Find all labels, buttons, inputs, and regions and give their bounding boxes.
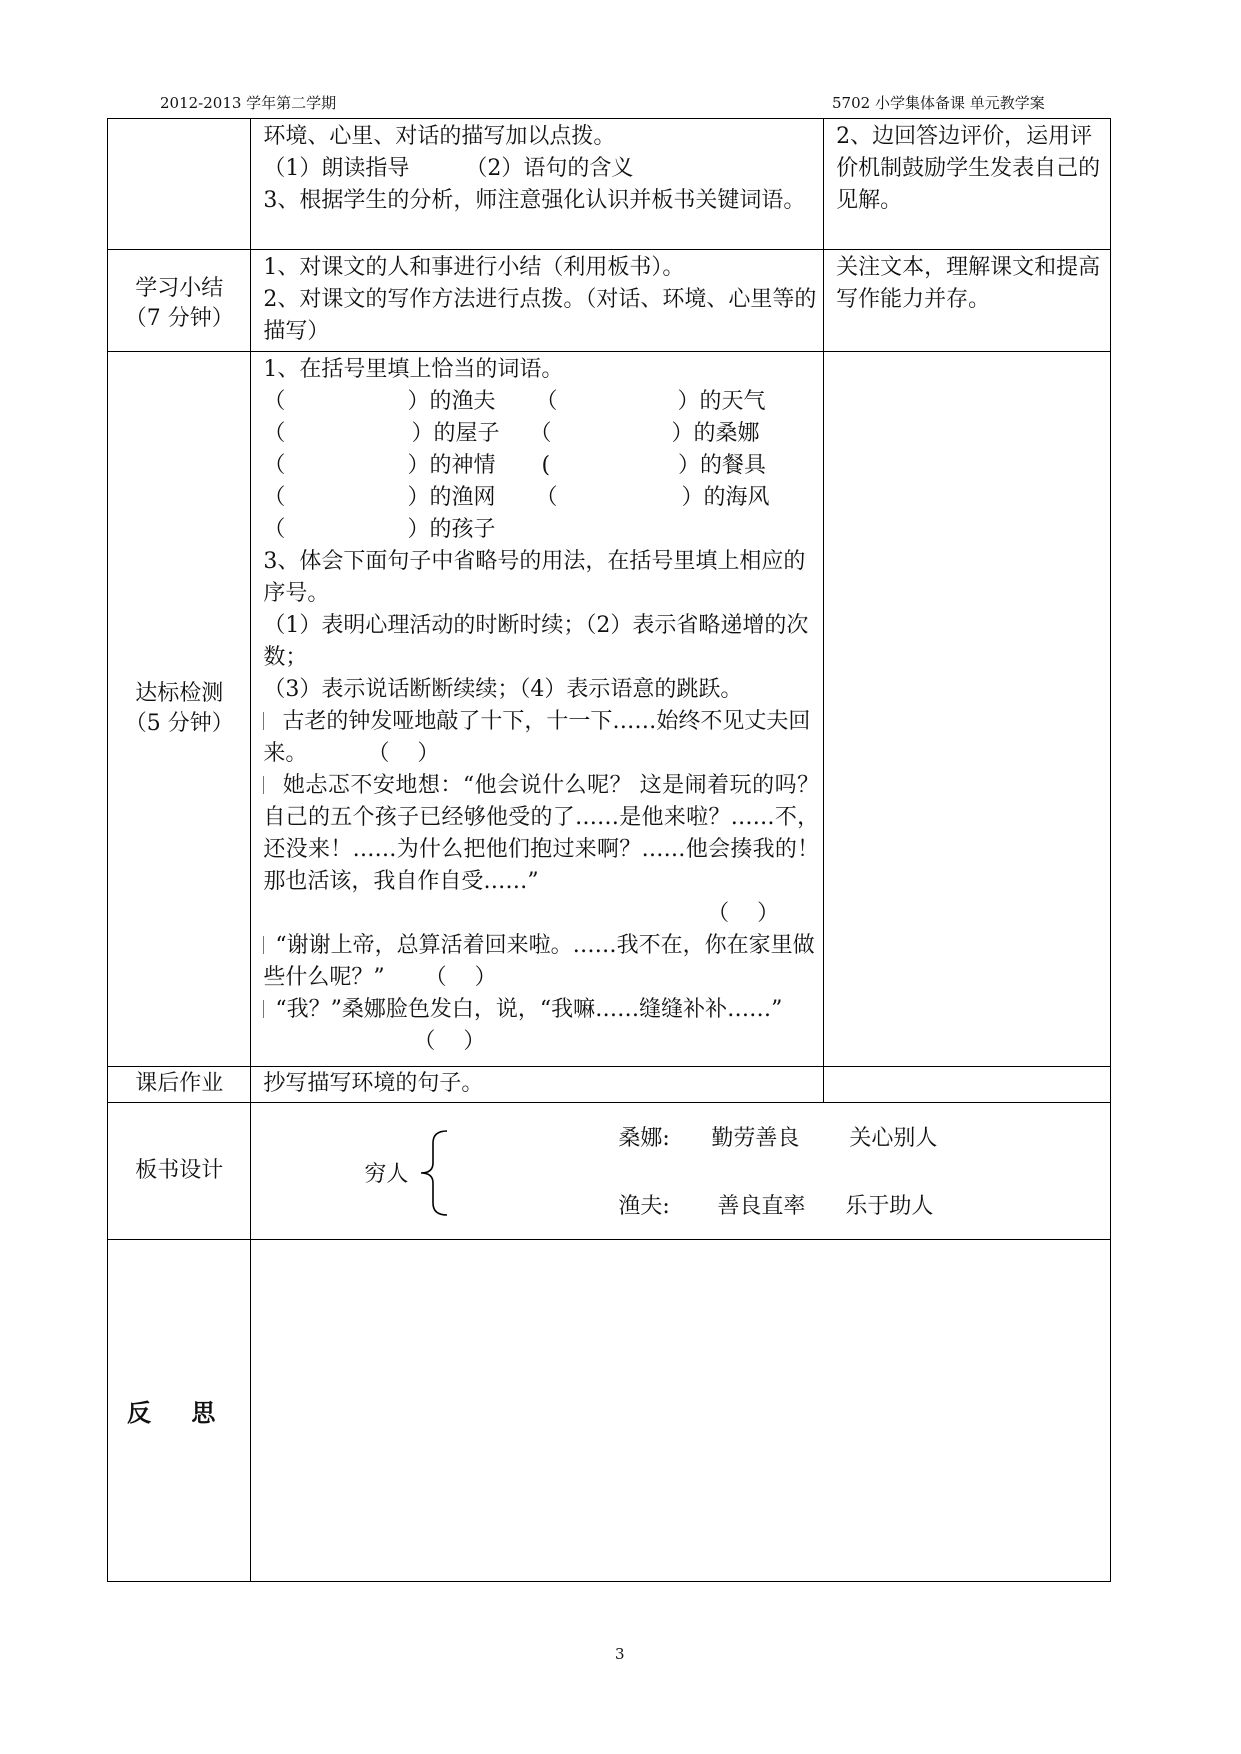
text-line: 环境、心里、对话的描写加以点拨。 [263, 124, 616, 149]
open-paren: （ [535, 389, 558, 414]
lesson-plan-table [107, 118, 1111, 1582]
board-node-sangna: 桑娜: [618, 1126, 670, 1151]
summary-content [251, 250, 824, 352]
continuation-content [251, 119, 824, 250]
blank-word: ）的天气 [677, 389, 766, 414]
options-1-2: （1）表明心理活动的时断时续；（2）表示省略递增的次数； [263, 613, 809, 670]
blank-word: ）的神情 [407, 453, 496, 478]
blank-row [263, 482, 819, 514]
board-trait: 善良直率 [717, 1194, 806, 1219]
test-label: 达标检测 [135, 681, 224, 706]
homework-row [108, 1067, 1111, 1103]
blank-row [263, 418, 819, 450]
text-line: 1、对课文的人和事进行小结（利用板书）。 [263, 255, 685, 280]
blank-row [263, 450, 819, 482]
answer-blank: （ ） [413, 1029, 486, 1054]
brace-icon [411, 1129, 451, 1217]
sentence-2 [263, 770, 819, 898]
open-paren: （ [263, 453, 286, 478]
board-trait: 乐于助人 [845, 1194, 934, 1219]
blank-word: ）的屋子 [411, 421, 500, 446]
answer-mark [263, 776, 265, 794]
sentence-4 [263, 994, 819, 1058]
test-row [108, 352, 1111, 1067]
test-time: （5 分钟） [124, 711, 234, 736]
board-trait: 勤劳善良 [711, 1126, 800, 1151]
summary-label: 学习小结 [135, 276, 224, 301]
board-node-fisherman: 渔夫: [618, 1194, 670, 1219]
blank-word: ）的孩子 [407, 517, 496, 542]
summary-time: （7 分钟） [124, 306, 234, 331]
answer-mark [263, 1000, 265, 1018]
homework-content: 抄写描写环境的句子。 [251, 1067, 824, 1103]
open-paren: （ [263, 421, 286, 446]
continuation-row [108, 119, 1111, 250]
answer-blank: （ ） [424, 965, 497, 990]
reflection-label: 反 思 [108, 1240, 251, 1582]
answer-mark [263, 936, 265, 954]
blank-row [263, 386, 819, 418]
reflection-content [251, 1240, 1111, 1582]
question-3: 3、体会下面句子中省略号的用法，在括号里填上相应的序号。 [263, 549, 806, 606]
header-title: 5702 小学集体备课 单元教学案 [832, 94, 1045, 112]
sentence-text: “我？”桑娜脸色发白，说，“我嘛……缝缝补补……” [275, 997, 783, 1022]
text-line: 2、对课文的写作方法进行点拨。（对话、环境、心里等的描写） [263, 287, 817, 344]
answer-mark [263, 712, 265, 730]
header-term: 2012-2013 学年第二学期 [160, 94, 337, 112]
summary-row [108, 250, 1111, 352]
blank-word: ）的桑娜 [671, 421, 760, 446]
summary-aside: 关注文本，理解课文和提高写作能力并存。 [824, 250, 1111, 352]
board-row [108, 1103, 1111, 1240]
homework-aside [824, 1067, 1111, 1103]
board-root: 穷人 [364, 1162, 409, 1187]
answer-blank: （ ） [367, 741, 440, 766]
sentence-text: 她忐忑不安地想：“他会说什么呢？ 这是闹着玩的吗？自己的五个孩子已经够他受的了……是他来啦？……不，还没来！……为什么把他们抱过来啊？……他会揍我的！那也活该，我自作自受……” [263, 773, 820, 894]
reflection-row [108, 1240, 1111, 1582]
homework-label: 课后作业 [108, 1067, 251, 1103]
sentence-3 [263, 930, 819, 994]
empty-label-cell [108, 119, 251, 250]
open-paren: （ [535, 485, 558, 510]
open-paren: （ [529, 421, 552, 446]
answer-blank: （ ） [707, 901, 780, 926]
blank-row [263, 514, 819, 546]
open-paren: （ [263, 485, 286, 510]
answer-blank-row [263, 898, 819, 930]
blank-word: ）的海风 [681, 485, 770, 510]
options-3-4: （3）表示说话断断续续；（4）表示语意的跳跃。 [263, 677, 743, 702]
text-line: （1）朗读指导 （2）语句的含义 [263, 156, 634, 181]
board-diagram [251, 1103, 1110, 1239]
blank-word: ）的渔夫 [407, 389, 496, 414]
test-label-cell [108, 352, 251, 1067]
open-paren: （ [263, 517, 286, 542]
summary-label-cell [108, 250, 251, 352]
open-paren: ( [541, 453, 551, 478]
continuation-aside: 2、边回答边评价，运用评价机制鼓励学生发表自己的见解。 [824, 119, 1111, 250]
open-paren: （ [263, 389, 286, 414]
sentence-text: “谢谢上帝，总算活着回来啦。……我不在，你在家里做些什么呢？” [263, 933, 815, 990]
blank-word: ）的渔网 [407, 485, 496, 510]
page-number: 3 [615, 1645, 625, 1663]
sentence-text: 古老的钟发哑地敲了十下，十一下……始终不见丈夫回来。 [263, 709, 811, 766]
test-aside [824, 352, 1111, 1067]
sentence-1 [263, 706, 819, 770]
board-trait: 关心别人 [849, 1126, 938, 1151]
board-label: 板书设计 [108, 1103, 251, 1240]
board-content [251, 1103, 1111, 1240]
question-1: 1、在括号里填上恰当的词语。 [263, 357, 564, 382]
text-line: 3、根据学生的分析，师注意强化认识并板书关键词语。 [263, 188, 806, 213]
blank-word: ）的餐具 [678, 453, 767, 478]
test-content [251, 352, 824, 1067]
